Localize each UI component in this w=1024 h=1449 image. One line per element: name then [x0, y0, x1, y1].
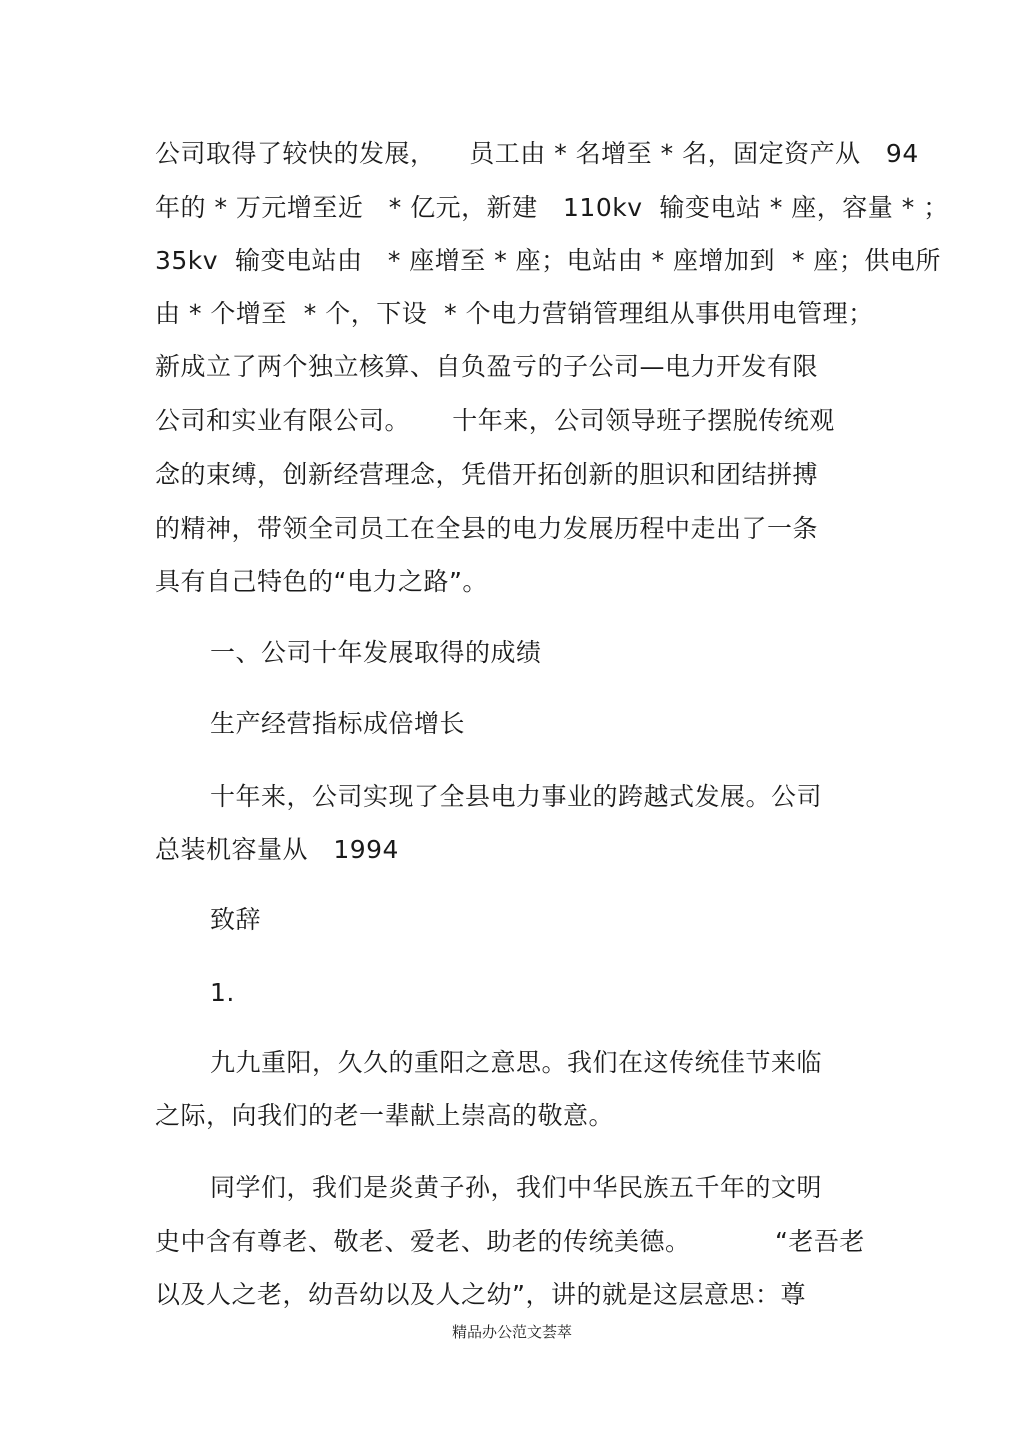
paragraph-1-line-6: 公司和实业有限公司。 十年来，公司领导班子摆脱传统观 — [155, 406, 835, 435]
paragraph-1-line-1: 公司取得了较快的发展， 员工由 * 名增至 * 名，固定资产从 94 — [155, 139, 919, 168]
paragraph-1-line-3: 35kv 输变电站由 * 座增至 * 座；电站由 * 座增加到 * 座；供电所 — [155, 246, 941, 275]
paragraph-1-line-7: 念的束缚，创新经营理念，凭借开拓创新的胆识和团结拼搏 — [155, 460, 819, 489]
paragraph-3-line-1: 九九重阳，久久的重阳之意思。我们在这传统佳节来临 — [210, 1048, 823, 1077]
paragraph-1-line-4: 由 * 个增至 * 个，下设 * 个电力营销管理组从事供用电管理； — [155, 299, 874, 328]
paragraph-1-line-2: 年的 * 万元增至近 * 亿元，新建 110kv 输变电站 * 座，容量 * ； — [155, 193, 949, 222]
page-footer: 精品办公范文荟萃 — [451, 1323, 572, 1341]
subsection-heading: 生产经营指标成倍增长 — [210, 709, 466, 738]
paragraph-2-line-2: 总装机容量从 1994 — [155, 835, 399, 864]
paragraph-2-line-1: 十年来，公司实现了全县电力事业的跨越式发展。公司 — [210, 782, 823, 811]
paragraph-4-line-2: 史中含有尊老、敬老、爱老、助老的传统美德。 “老吾老 — [155, 1227, 865, 1256]
paragraph-1-line-5: 新成立了两个独立核算、自负盈亏的子公司—电力开发有限 — [155, 352, 819, 381]
paragraph-4-line-1: 同学们，我们是炎黄子孙，我们中华民族五千年的文明 — [210, 1173, 823, 1202]
speech-title: 致辞 — [210, 905, 262, 934]
item-number: 1. — [210, 978, 235, 1007]
paragraph-1-line-9: 具有自己特色的“电力之路”。 — [155, 567, 488, 596]
paragraph-3-line-2: 之际，向我们的老一辈献上崇高的敬意。 — [155, 1101, 615, 1130]
paragraph-1-line-8: 的精神，带领全司员工在全县的电力发展历程中走出了一条 — [155, 514, 819, 543]
section-heading: 一、公司十年发展取得的成绩 — [210, 638, 542, 667]
paragraph-4-line-3: 以及人之老，幼吾幼以及人之幼”，讲的就是这层意思：尊 — [155, 1280, 806, 1309]
